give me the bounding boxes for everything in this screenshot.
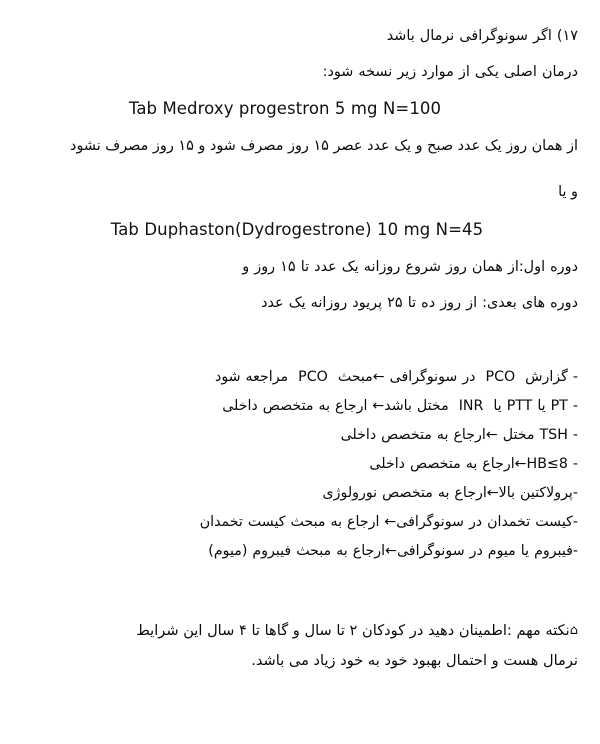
prescription-two: [22, 215, 578, 317]
spacer: [22, 86, 578, 94]
referral-item: - TSH مختل ←ارجاع به متخصص داخلی: [340, 427, 578, 443]
spacer: [22, 161, 578, 177]
prescription-one-instructions: از همان روز یک عدد صبح و یک عدد عصر ۱۵ روز مصرف شود و ۱۵ روز مصرف نشود: [70, 138, 578, 154]
referral-item: - گزارش PCO در سونوگرافی ←مبحث PCO مراجعه شود: [215, 369, 578, 385]
section-heading: ۱۷) اگر سونوگرافی نرمال باشد: [386, 28, 578, 44]
spacer: [22, 207, 578, 215]
referral-list: [22, 363, 578, 566]
spacer: [22, 566, 578, 600]
prescription-one-drug: Tab Medroxy progestron 5 mg N=100: [128, 99, 442, 118]
referral-item: - HB≤8←ارجاع به متخصص داخلی: [369, 456, 578, 472]
treatment-subheading: درمان اصلی یکی از موارد زیر نسخه شود:: [322, 64, 578, 80]
intro-block: [22, 22, 578, 86]
spacer: [22, 281, 578, 289]
referral-item: -پرولاکتین بالا←ارجاع به متخصص نورولوژی: [322, 485, 578, 501]
alternative-label: و یا: [558, 184, 578, 200]
referral-item: -کیست تخمدان در سونوگرافی← ارجاع به مبحث کیست تخمدان: [199, 514, 578, 530]
spacer: [22, 317, 578, 363]
prescription-two-drug: Tab Duphaston(Dydrogestrone) 10 mg N=45: [110, 220, 484, 239]
referral-item: - PT یا PTT یا INR مختل باشد← ارجاع به متخصص داخلی: [222, 398, 578, 414]
spacer: [22, 245, 578, 253]
house-marker-icon: ⌂: [569, 623, 578, 638]
important-note-line-two: نرمال هست و احتمال بهبود خود به خود زیاد می باشد.: [251, 652, 578, 669]
referral-item: -فیبروم یا میوم در سونوگرافی←ارجاع به مبحث فیبروم (میوم): [208, 543, 578, 559]
prescription-two-cycle-first: دوره اول:از همان روز شروع روزانه یک عدد تا ۱۵ روز و: [242, 259, 578, 275]
prescription-two-cycle-next: دوره های بعدی: از روز ده تا ۲۵ پریود روزانه یک عدد: [261, 295, 578, 311]
spacer: [22, 50, 578, 58]
important-note-text-one: نکته مهم :اطمینان دهید در کودکان ۲ تا سال و گاها تا ۴ سال این شرایط: [136, 622, 570, 639]
spacer: [22, 124, 578, 132]
important-note: [22, 616, 578, 676]
spacer: [22, 600, 578, 616]
important-note-line-one: [22, 616, 578, 646]
prescription-one: [22, 94, 578, 161]
